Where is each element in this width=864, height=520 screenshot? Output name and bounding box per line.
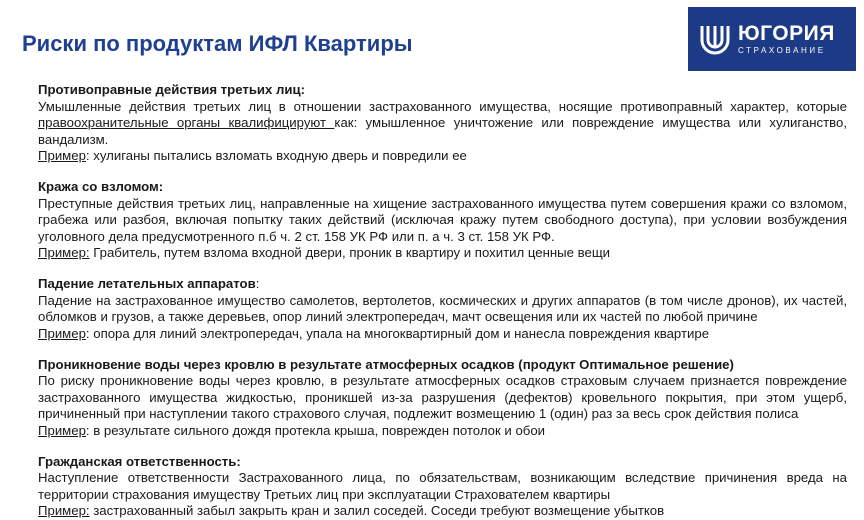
risk-section-burglary — [38, 179, 847, 262]
risk-section-roof-water — [38, 357, 847, 440]
section-text: Падение на застрахованное имущество самолетов, вертолетов, космических и других аппаратов (в том числе дронов), их частей, обломков и грузов, а также деревьев, опор линий электропередач, мачт освещения или их частей по любой причине — [38, 292, 847, 324]
logo-emblem-icon — [698, 22, 732, 56]
section-heading: Гражданская ответственность: — [38, 453, 241, 469]
section-example: Пример: Грабитель, путем взлома входной двери, проник в квартиру и похитил ценные вещи — [38, 245, 611, 260]
risk-section-civil-liability — [38, 454, 847, 520]
section-text: Преступные действия третьих лиц, направленные на хищение застрахованного имущества путем совершения кражи со взломом, грабежа или разбоя, включая попытку таких действий (исключая кражу путем свободного доступа), при условии возбуждения уголовного дела предусмотренного п.б ч. 2 ст. 158 УК РФ или п. а ч. 3 ст. 158 УК РФ. — [38, 195, 847, 244]
example-label: Пример — [38, 325, 86, 341]
risks-content — [38, 82, 847, 520]
example-label: Пример — [38, 148, 86, 163]
section-text: Умышленные действия третьих лиц в отношении застрахованного имущества, носящие противоправный характер, которые правоохранительные органы квалифицируют как: умышленное уничтожение или повреждение имущества или хулиганство, вандализм. — [38, 98, 848, 147]
risk-section-illegal-actions — [38, 82, 847, 165]
underlined-phrase: правоохранительные органы квалифицируют — [38, 115, 335, 130]
section-text: По риску проникновение воды через кровлю, в результате атмосферных осадков страховым случаем признается повреждение застрахованного имущества жидкостью, проникшей из-за разрушения (дефектов) кровельного покрытия, при этом ущерб, причиненный при наступлении такого страхового случая, подлежит возмещению 1 (один) раз за весь срок действия полиса — [38, 373, 847, 421]
section-example: Пример: хулиганы пытались взломать входную дверь и повредили ее — [38, 148, 467, 163]
section-example: Пример: застрахованный забыл закрыть кран и залил соседей. Соседи требуют возмещение убытков — [38, 503, 665, 518]
example-label: Пример — [38, 422, 86, 438]
risk-section-aircraft-fall — [38, 276, 847, 342]
section-heading: Падение летательных аппаратов: — [38, 276, 260, 291]
section-example: Пример: опора для линий электропередач, упала на многоквартирный дом и нанесла повреждения квартире — [38, 325, 710, 341]
section-heading: Противоправные действия третьих лиц: — [38, 82, 306, 97]
example-label: Пример: — [38, 245, 90, 260]
section-heading: Кража со взломом: — [38, 179, 164, 194]
company-logo — [688, 7, 856, 71]
logo-subtitle: СТРАХОВАНИЕ — [738, 46, 826, 55]
page-title: Риски по продуктам ИФЛ Квартиры — [22, 31, 413, 56]
logo-name: ЮГОРИЯ — [738, 22, 835, 45]
section-example: Пример: в результате сильного дождя протекла крыша, поврежден потолок и обои — [38, 422, 546, 438]
example-label: Пример: — [38, 503, 90, 518]
section-text: Наступление ответственности Застрахованного лица, по обязательствам, возникающим вследствие причинения вреда на территории страхования имуществу Третьих лиц при эксплуатации Страхователем квартиры — [38, 470, 847, 502]
section-heading: Проникновение воды через кровлю в результате атмосферных осадков (продукт Оптимальное решение) — [38, 356, 734, 372]
